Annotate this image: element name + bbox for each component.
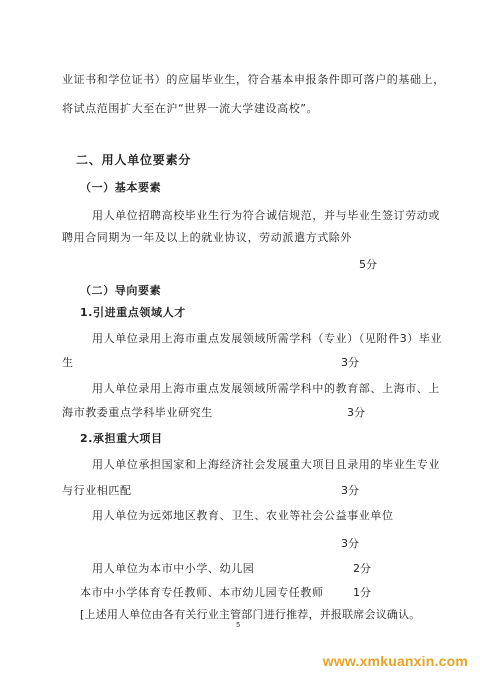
body-line: 用人单位录用上海市重点发展领域所需学科（专业）（见附件3）毕业 — [92, 332, 443, 345]
body-line: 本市中小学体育专任教师、本市幼儿园专任教师 — [80, 586, 324, 599]
body-line: 将试点范围扩大至在沪“世界一流大学建设高校”。 — [62, 102, 319, 115]
score-value: 5分 — [359, 258, 377, 271]
score-value: 1分 — [353, 586, 371, 599]
score-value: 3分 — [341, 484, 359, 497]
body-line: 业证书和学位证书）的应届毕业生，符合基本申报条件即可落户的基础上， — [62, 73, 445, 86]
score-value: 3分 — [341, 356, 359, 369]
body-line: 生 — [62, 356, 74, 369]
section-heading: 二、用人单位要素分 — [76, 153, 192, 167]
watermark: www.xmkuanxin.com — [322, 653, 468, 669]
subsection-heading: （二）导向要素 — [80, 284, 162, 297]
body-line: 用人单位为本市中小学、幼儿园 — [92, 562, 255, 575]
body-line: 用人单位为远郊地区教育、卫生、农业等社会公益事业单位 — [92, 509, 394, 522]
subsection-heading: （一）基本要素 — [80, 181, 162, 194]
body-line: 聘用合同期为一年及以上的就业协议，劳动派遣方式除外 — [62, 231, 352, 244]
score-value: 3分 — [347, 406, 365, 419]
body-line: 海市教委重点学科毕业研究生 — [62, 406, 213, 419]
body-line: 与行业相匹配 — [62, 484, 132, 497]
page-number: 5 — [236, 621, 241, 629]
score-value: 2分 — [353, 562, 371, 575]
body-line: 用人单位录用上海市重点发展领域所需学科中的教育部、上海市、上 — [92, 382, 440, 395]
score-value: 3分 — [341, 537, 359, 550]
numbered-heading: 1.引进重点领域人才 — [80, 306, 186, 319]
body-line: 用人单位承担国家和上海经济社会发展重大项目且录用的毕业生专业 — [92, 458, 440, 471]
body-line: 用人单位招聘高校毕业生行为符合诚信规范，并与毕业生签订劳动或 — [92, 209, 440, 222]
note-line: [上述用人单位由各有关行业主管部门进行推荐，并报联席会议确认。 — [80, 608, 421, 621]
numbered-heading: 2.承担重大项目 — [80, 432, 163, 445]
